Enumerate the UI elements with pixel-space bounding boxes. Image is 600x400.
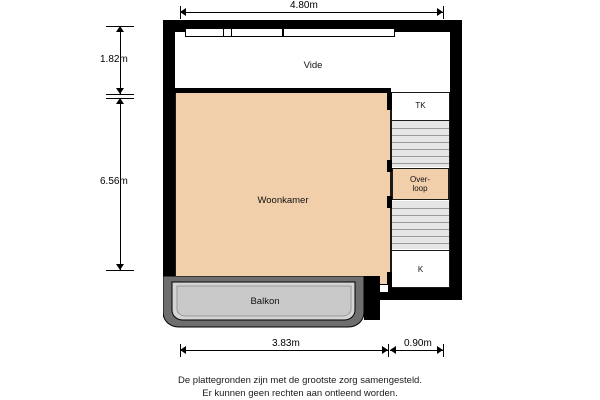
dimension-top-tick-right xyxy=(443,6,444,19)
dimension-bottom-tick-3 xyxy=(443,344,444,357)
dimension-bottom-right-arrow-left xyxy=(390,346,396,354)
room-label-vide: Vide xyxy=(303,60,323,71)
building-shell xyxy=(163,20,462,320)
window-top-right xyxy=(283,28,395,37)
dimension-top-line xyxy=(180,12,443,13)
dimension-bottom-tick-2 xyxy=(388,344,389,357)
dimension-left-upper-tick-bottom xyxy=(106,94,134,95)
room-label-woonkamer: Woonkamer xyxy=(257,195,309,206)
room-label-overloop-line2: loop xyxy=(412,184,428,193)
footer-line-2: Er kunnen geen rechten aan ontleend worden. xyxy=(202,388,398,399)
footer-line-1: De plattegronden zijn met de grootste zorg samengesteld. xyxy=(178,375,422,386)
window-mullion-1 xyxy=(223,28,224,37)
dimension-top-tick-left xyxy=(180,6,181,19)
dimension-bottom-right-line xyxy=(390,350,443,351)
wall-balcony-right xyxy=(364,276,380,320)
wall-pier-mid2 xyxy=(387,196,392,208)
wall-vide-woonkamer xyxy=(175,88,391,93)
room-label-k: K xyxy=(417,265,424,274)
dimension-bottom-left-line xyxy=(180,350,388,351)
room-label-overloop-line1: Over- xyxy=(410,175,430,184)
dimension-left-upper-label: 1.82m xyxy=(100,54,128,65)
footer-disclaimer xyxy=(0,374,600,400)
dimension-left-lower-tick-top xyxy=(106,98,134,99)
dimension-left-lower-tick-bottom xyxy=(106,270,134,271)
wall-pier-mid xyxy=(387,160,392,172)
room-label-balkon: Balkon xyxy=(250,296,280,307)
dimension-left-upper-tick-top xyxy=(106,26,134,27)
dimension-top-label: 4.80m xyxy=(290,0,318,11)
room-label-tk: TK xyxy=(415,101,426,110)
window-top-left xyxy=(185,28,283,37)
window-mullion-2 xyxy=(231,28,232,37)
dimension-bottom-right-label: 0.90m xyxy=(404,338,432,349)
dimension-bottom-tick-1 xyxy=(180,344,181,357)
room-woonkamer xyxy=(175,92,391,288)
stairs-lower xyxy=(392,201,449,249)
divider-k-top xyxy=(391,250,450,251)
stairs-upper xyxy=(392,121,449,167)
dimension-left-lower-label: 6.56m xyxy=(100,176,128,187)
balcony-area xyxy=(163,276,364,328)
dimension-bottom-left-label: 3.83m xyxy=(272,338,300,349)
wall-pier-top xyxy=(387,92,392,110)
